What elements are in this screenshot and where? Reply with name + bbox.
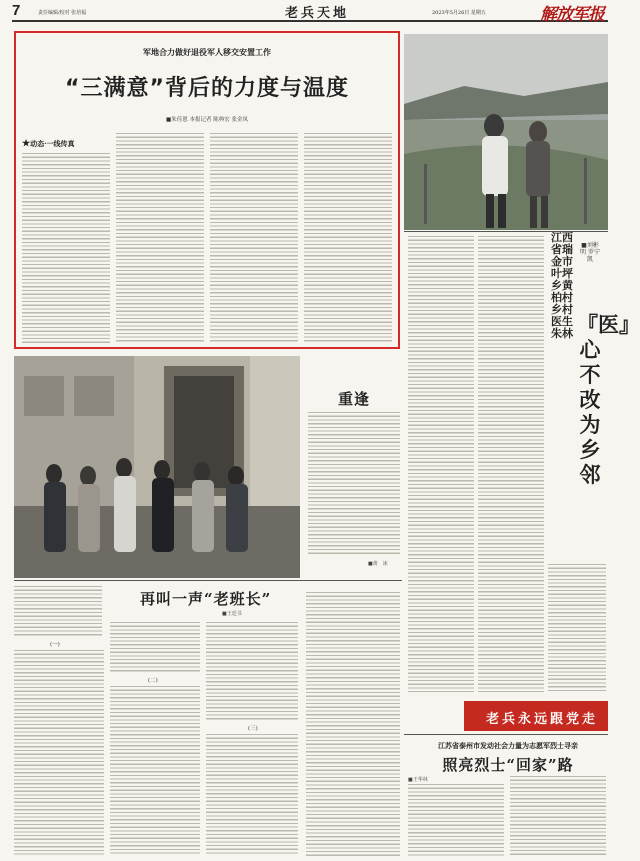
- laobanzhang-col1: [14, 650, 104, 856]
- martyr-kicker: 江苏省泰州市发动社会力量为志愿军烈士寻亲: [438, 741, 578, 750]
- laobanzhang-byline: ■王廷书: [222, 611, 242, 617]
- star-icon: ★: [22, 139, 31, 149]
- laobanzhang-lede: [14, 586, 102, 638]
- section-title: 老兵天地: [284, 6, 349, 21]
- field-photo-illustration: [404, 34, 608, 230]
- martyr-body-col1: [408, 784, 504, 856]
- photo-reunion: [14, 356, 300, 578]
- chongfeng-body: [308, 412, 400, 556]
- martyr-byline: ■王华林: [408, 777, 428, 783]
- doctor-subtitle: 江西省瑞金市叶坪乡黄柏村乡村医生朱林: [551, 231, 573, 340]
- doctor-body-col3: [548, 564, 606, 692]
- divider: [404, 734, 608, 735]
- doctor-headline: 『医』心不改为乡邻: [577, 312, 640, 487]
- divider: [14, 580, 402, 581]
- chongfeng-headline: 重逢: [338, 390, 371, 408]
- laobanzhang-col3b: [206, 734, 298, 856]
- lead-body-col4: [304, 133, 392, 343]
- editor-line: 责任编辑/校对 张培福: [38, 10, 87, 16]
- lead-body-col3: [210, 133, 298, 343]
- laobanzhang-headline: 再叫一声“老班长”: [140, 590, 272, 608]
- doctor-body-col2: [478, 236, 544, 692]
- laobanzhang-col3a: [206, 622, 298, 720]
- laobanzhang-col4: [306, 592, 400, 856]
- doctor-byline: ■刘彬明 罗宁凯: [580, 242, 600, 263]
- martyr-headline: 照亮烈士“回家”路: [442, 756, 574, 774]
- lead-body-col1: [22, 153, 110, 343]
- section-mark-2: (二): [148, 678, 158, 684]
- laobanzhang-col2b: [110, 686, 200, 856]
- page-number: 7: [12, 2, 21, 19]
- laobanzhang-col2a: [110, 622, 200, 672]
- section-mark-3: (三): [248, 726, 258, 732]
- issue-date: 2023年5月26日 星期五: [432, 10, 486, 16]
- sidebar-heading-text: 动态·一线传真: [30, 139, 75, 148]
- slogan-banner: 老兵永远跟党走: [464, 701, 608, 731]
- section-mark-1: (一): [50, 642, 60, 648]
- newspaper-logo: 解放军报: [540, 5, 604, 25]
- doctor-title-block: [548, 231, 640, 560]
- lead-body-col2: [116, 133, 204, 343]
- lead-kicker: 军地合力做好退役军人移交安置工作: [143, 47, 271, 57]
- photo-doctor-field: [404, 34, 608, 230]
- martyr-body-col2: [510, 776, 606, 856]
- lead-byline: ■朱佳恩 本报记者 陈典宏 张金凤: [166, 117, 248, 123]
- reunion-photo-illustration: [14, 356, 300, 578]
- lead-headline: “三满意”背后的力度与温度: [65, 76, 349, 101]
- chongfeng-byline: ■黄 冰: [368, 561, 388, 567]
- lead-story: [14, 31, 400, 349]
- doctor-body-col1: [408, 236, 474, 692]
- sidebar-heading: [22, 139, 75, 149]
- page-header: [12, 0, 608, 25]
